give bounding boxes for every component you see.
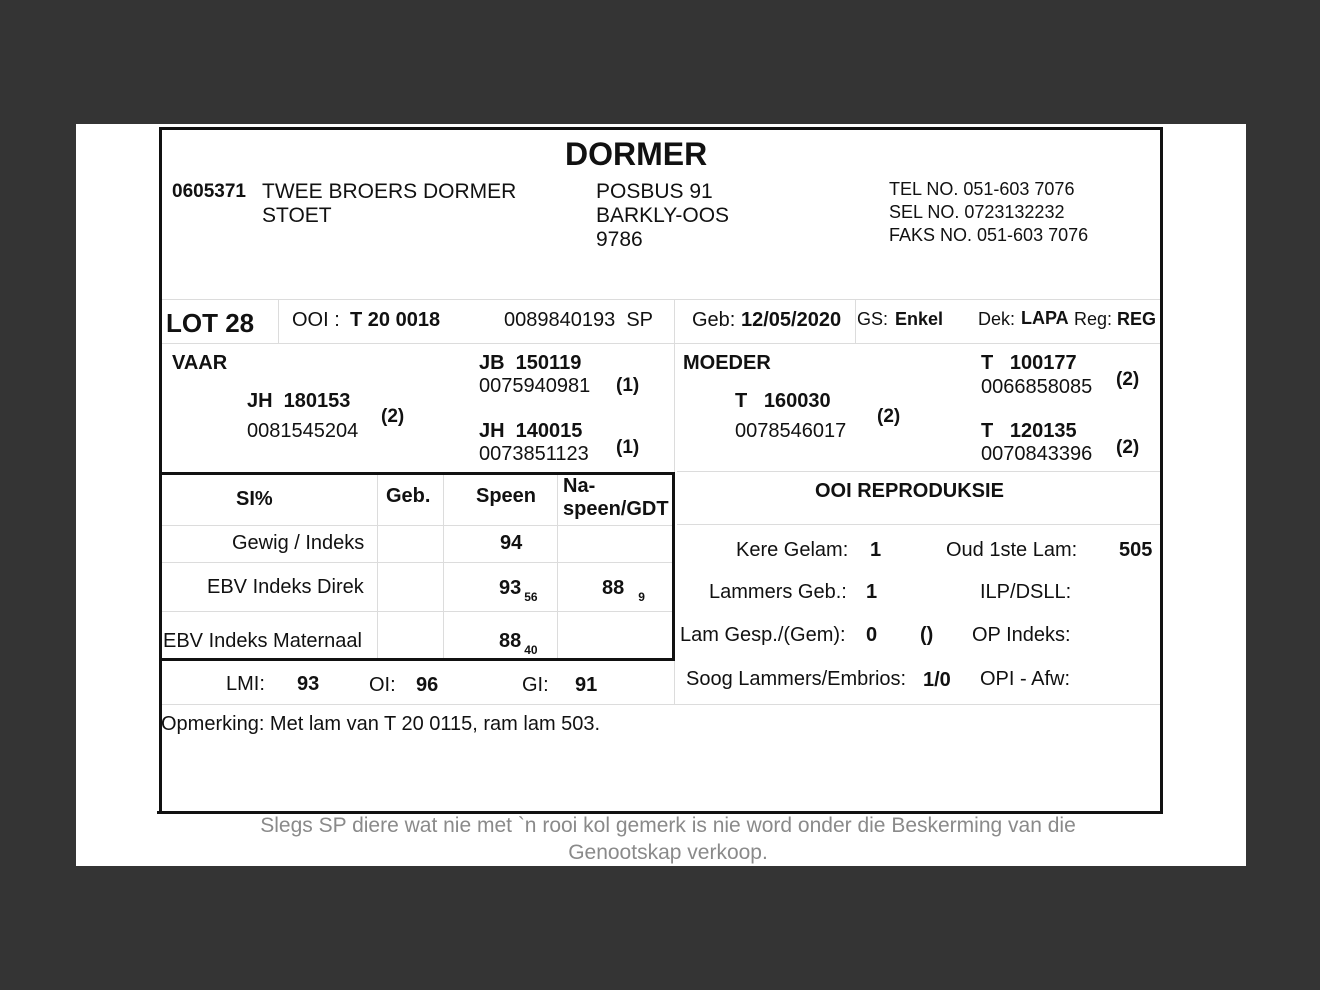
lambed-times-label: Kere Gelam: <box>736 539 849 561</box>
remark-text: Opmerking: Met lam van T 20 0115, ram lam 503. <box>161 713 601 735</box>
paternal-granddam-count: (1) <box>616 437 640 458</box>
birth-status-label: GS: <box>857 309 889 329</box>
maternal-granddam-id: T 120135 <box>981 420 1077 442</box>
member-number: 0605371 <box>172 181 246 202</box>
speen-header: Speen <box>476 485 537 507</box>
oi-value: 96 <box>416 674 439 696</box>
divider <box>677 471 1160 472</box>
speen-accuracy: 56 <box>524 590 538 604</box>
si-header: SI% <box>236 488 273 510</box>
naspeen-value: 88 $_9$ <box>602 577 645 604</box>
registration-id: 0089840193 SP <box>504 309 654 331</box>
oi-label: OI: <box>369 674 396 696</box>
divider <box>162 611 672 612</box>
footer-line: Slegs SP diere wat nie met `n rooi kol gemerk is nie word onder die Beskerming van die <box>260 814 1076 837</box>
birth-date-label: Geb: <box>692 309 736 331</box>
divider <box>162 343 1160 344</box>
divider <box>557 474 558 660</box>
divider <box>278 299 279 343</box>
dam-id: T 160030 <box>735 390 831 412</box>
address-line: POSBUS 91 <box>596 180 713 203</box>
paternal-grandsire-number: 0075940981 <box>479 375 591 397</box>
naspeen-header-2: speen/GDT <box>563 498 669 520</box>
sire-number: 0081545204 <box>247 420 359 442</box>
row-label: EBV Indeks Direk <box>207 576 364 598</box>
divider <box>443 474 444 660</box>
cell-number: SEL NO. 0723132232 <box>889 202 1065 222</box>
maternal-granddam-number: 0070843396 <box>981 443 1093 465</box>
maternal-grandsire-count: (2) <box>1116 369 1140 390</box>
suckled-lambs-label: Soog Lammers/Embrios: <box>686 668 907 690</box>
mating-value: LAPA <box>1021 308 1069 328</box>
lambed-times-value: 1 <box>870 539 882 561</box>
si-table-border-right <box>672 472 675 661</box>
divider <box>855 299 856 343</box>
reproduction-title: OOI REPRODUKSIE <box>815 480 1004 502</box>
dam-number: 0078546017 <box>735 420 847 442</box>
card-border-left <box>159 127 162 814</box>
speen-accuracy: 40 <box>524 643 538 657</box>
sire-id: JH 180153 <box>247 390 351 412</box>
ewe-id: T 20 0018 <box>350 309 441 331</box>
row-label: Gewig / Indeks <box>232 532 365 554</box>
fax-number: FAKS NO. 051-603 7076 <box>889 225 1089 245</box>
footer-line: Genootskap verkoop. <box>568 841 768 864</box>
gi-label: GI: <box>522 674 549 696</box>
si-table-border-top <box>162 472 675 475</box>
reg-label: Reg: <box>1074 309 1113 329</box>
lambs-born-value: 1 <box>866 581 878 603</box>
ewe-label: OOI : <box>292 309 340 331</box>
lambs-born-label: Lammers Geb.: <box>709 581 847 603</box>
geb-header: Geb. <box>386 485 431 507</box>
divider <box>162 562 672 563</box>
breed-title: DORMER <box>565 136 708 172</box>
maternal-granddam-count: (2) <box>1116 437 1140 458</box>
footer-note <box>76 812 1260 866</box>
gi-value: 91 <box>575 674 598 696</box>
card-border-right <box>1160 127 1163 814</box>
naspeen-header: Na- <box>563 475 596 497</box>
si-table-border-bottom <box>162 658 675 661</box>
sire-label: VAAR <box>172 352 228 374</box>
sire-count: (2) <box>381 406 405 427</box>
address-line: BARKLY-OOS <box>596 204 730 227</box>
opi-label: OPI - Afw: <box>980 668 1071 690</box>
divider <box>377 474 378 660</box>
first-lamb-age-value: 505 <box>1119 539 1153 561</box>
reg-value: REG <box>1117 309 1157 329</box>
lambs-weaned-label: Lam Gesp./(Gem): <box>680 624 846 646</box>
mating-label: Dek: <box>978 309 1016 329</box>
lambs-weaned-value: 0 <box>866 624 878 646</box>
birth-status: Enkel <box>895 309 944 329</box>
op-index-label: OP Indeks: <box>972 624 1071 646</box>
first-lamb-age-label: Oud 1ste Lam: <box>946 539 1078 561</box>
paternal-granddam-id: JH 140015 <box>479 420 583 442</box>
divider <box>162 299 1160 300</box>
lot-number: LOT 28 <box>166 308 255 338</box>
divider <box>677 524 1160 525</box>
tel-number: TEL NO. 051-603 7076 <box>889 179 1075 199</box>
speen-value: 88 $_{40}$ <box>499 630 538 657</box>
owner-name-2: STOET <box>262 204 332 227</box>
lmi-value: 93 <box>297 673 320 695</box>
maternal-grandsire-number: 0066858085 <box>981 376 1093 398</box>
dam-count: (2) <box>877 406 901 427</box>
birth-date: 12/05/2020 <box>741 309 842 331</box>
lmi-label: LMI: <box>226 673 265 695</box>
ilp-label: ILP/DSLL: <box>980 581 1072 603</box>
speen-value: 93 $_{56}$ <box>499 577 538 604</box>
divider <box>162 525 672 526</box>
naspeen-accuracy: 9 <box>638 590 645 604</box>
speen-value: 94 <box>500 532 523 554</box>
lambs-weaned-avg: () <box>920 624 934 646</box>
paternal-granddam-number: 0073851123 <box>479 443 589 465</box>
dam-label: MOEDER <box>683 352 771 374</box>
paternal-grandsire-id: JB 150119 <box>479 352 582 374</box>
row-label: EBV Indeks Maternaal <box>163 630 362 652</box>
suckled-lambs-value: 1/0 <box>923 669 951 691</box>
divider <box>162 704 1160 705</box>
card-border-top <box>159 127 1163 130</box>
paternal-grandsire-count: (1) <box>616 375 640 396</box>
maternal-grandsire-id: T 100177 <box>981 352 1077 374</box>
owner-name: TWEE BROERS DORMER <box>262 180 517 203</box>
address-line: 9786 <box>596 228 643 251</box>
